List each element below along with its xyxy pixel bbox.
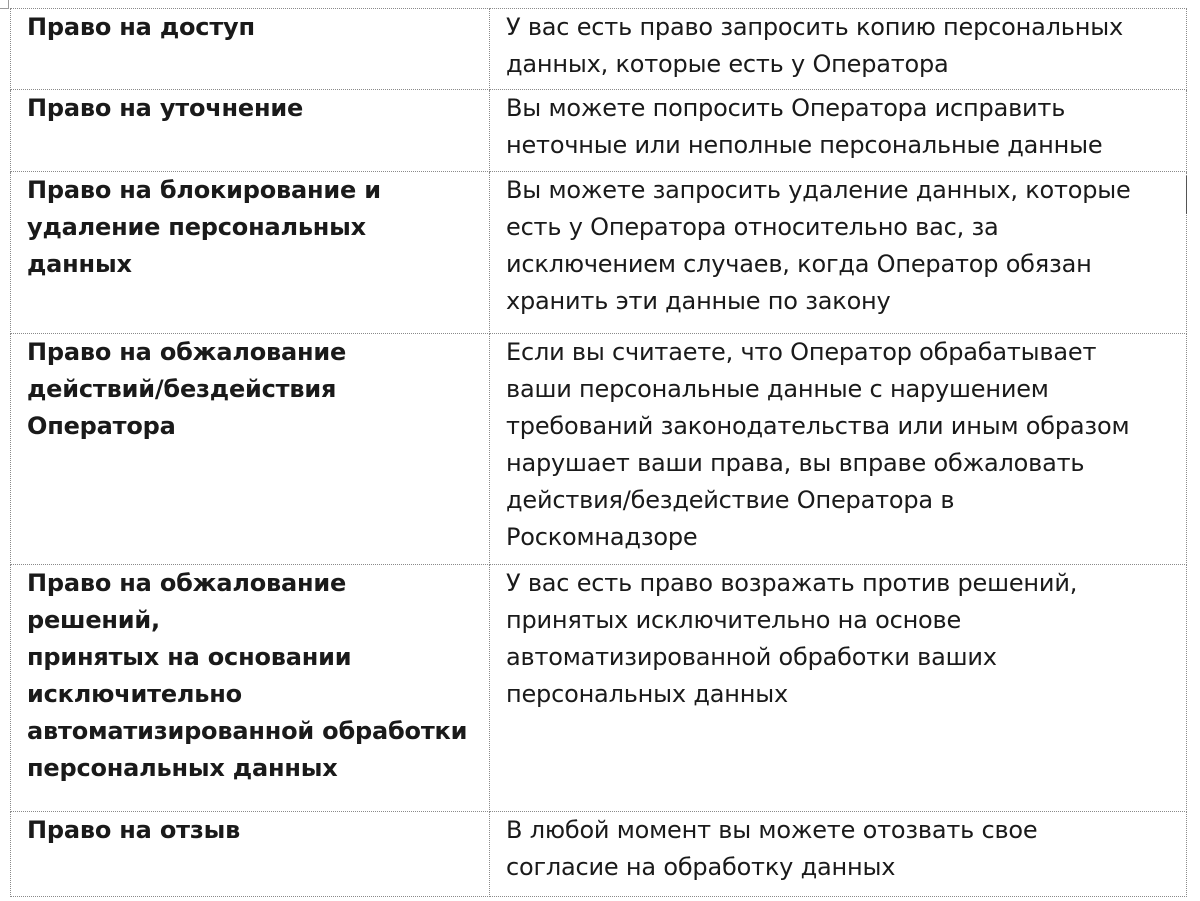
right-name-cell — [11, 812, 490, 897]
table-row — [11, 172, 1187, 334]
right-name: Право на отзыв — [27, 816, 241, 844]
text-cursor-mark — [1186, 176, 1187, 214]
table-row — [11, 9, 1187, 90]
right-description: Если вы считаете, что Оператор обрабатывает ваши персональные данные с нарушением требований законодательства или иным образом нарушает ваши права, вы вправе обжаловать действия/бездействие Оператора в Роскомнадзоре — [506, 338, 1130, 551]
right-name: Право на уточнение — [27, 94, 304, 122]
right-description-cell — [490, 334, 1187, 565]
right-description-cell — [490, 565, 1187, 812]
right-name: Право на доступ — [27, 13, 255, 41]
right-name-cell — [11, 334, 490, 565]
right-name-cell — [11, 9, 490, 90]
right-description-cell — [490, 172, 1187, 334]
table-row — [11, 565, 1187, 812]
right-name: Право на обжалование решений, принятых на основании исключительно автоматизированной обработки персональных данных — [27, 569, 468, 782]
right-name: Право на блокирование и удаление персональных данных — [27, 176, 381, 278]
table-row — [11, 812, 1187, 897]
right-description: У вас есть право возражать против решений, принятых исключительно на основе автоматизированной обработки ваших персональных данных — [506, 569, 1078, 708]
right-description-cell — [490, 90, 1187, 172]
right-description: Вы можете попросить Оператора исправить неточные или неполные персональные данные — [506, 94, 1103, 159]
right-description: Вы можете запросить удаление данных, которые есть у Оператора относительно вас, за исключением случаев, когда Оператор обязан хранить эти данные по закону — [506, 176, 1131, 315]
table-row — [11, 334, 1187, 565]
table-corner-marker — [0, 0, 9, 9]
table-row — [11, 90, 1187, 172]
right-description: У вас есть право запросить копию персональных данных, которые есть у Оператора — [506, 13, 1123, 78]
right-description-cell — [490, 812, 1187, 897]
right-name-cell — [11, 565, 490, 812]
right-name-cell — [11, 172, 490, 334]
right-description-cell — [490, 9, 1187, 90]
right-description: В любой момент вы можете отозвать свое согласие на обработку данных — [506, 816, 1038, 881]
right-name: Право на обжалование действий/бездействия Оператора — [27, 338, 347, 440]
right-name-cell — [11, 90, 490, 172]
rights-table — [10, 8, 1187, 897]
